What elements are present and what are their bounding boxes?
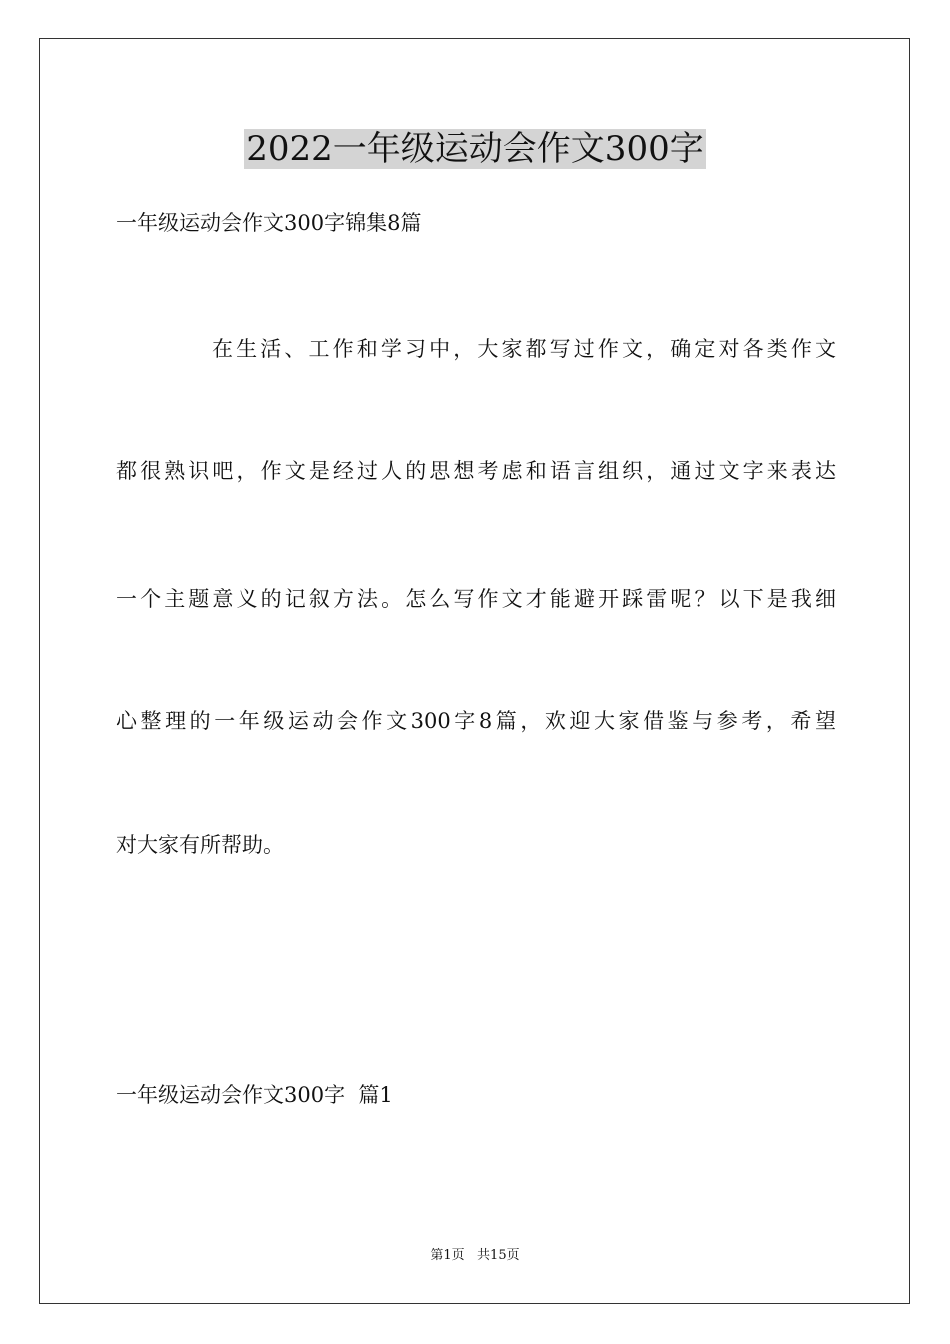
intro-line-2: 都很熟识吧，作文是经过人的思想考虑和语言组织，通过文字来表达: [116, 459, 836, 483]
page-footer: 第1页 共15页: [430, 1248, 520, 1263]
intro-line-5: 对大家有所帮助。: [116, 833, 284, 857]
document-subtitle: 一年级运动会作文300字锦集8篇: [116, 211, 422, 235]
intro-line-1: 在生活、工作和学习中，大家都写过作文，确定对各类作文: [212, 337, 836, 361]
document-title-text: 2022一年级运动会作文300字: [246, 129, 704, 169]
document-title: [0, 128, 950, 170]
intro-line-3: 一个主题意义的记叙方法。怎么写作文才能避开踩雷呢？以下是我细: [116, 587, 836, 611]
intro-line-4: 心整理的一年级运动会作文300字8篇，欢迎大家借鉴与参考，希望: [116, 709, 836, 733]
section-heading: 一年级运动会作文300字 篇1: [116, 1083, 393, 1107]
